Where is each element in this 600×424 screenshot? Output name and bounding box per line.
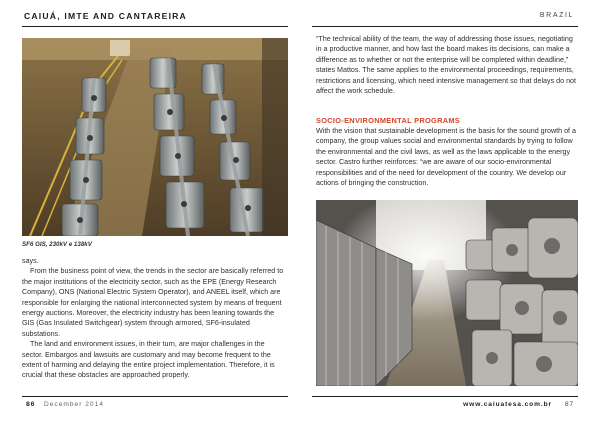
left-page-footer — [22, 396, 288, 408]
switchgear-hall-illustration — [316, 200, 578, 386]
paragraph: From the business point of view, the trends in the sector are basically referred to the major institutions of the electricity sector, such as the EPE (Energy Research Company), ONS (National Electric System Operator), and ANEEL itself, which are responsible for enlarging the national interconnected system by means of frequent energy auctions. Moreover, the electricity industry has been leaning towards the GIS (Gas Insulated Switchgear) system through armored, SF6-insulated substations. — [22, 267, 284, 338]
paragraph: The land and environment issues, in their turn, are major challenges in the sector. Embargos and lawsuits are customary and may become frequent to the extent of harming and delaying the entire project implementation. Therefore, it is crucial that these obstacles are approached properly. — [22, 340, 275, 380]
gis-substation-photo — [22, 38, 288, 236]
quote-paragraph: “The technical ability of the team, the way of addressing those issues, negotiating in a productive manner, and how fast the board makes its decisions, can make a difference as to whether or not the enterprise will be completed within deadline,” states Mattos. The same applies to the environmental proceedings, requirements, restrictions and licensing, which need intensive management so that delays do not affect the work schedule. — [316, 35, 576, 96]
right-page-header — [312, 8, 578, 27]
paragraph: says. — [22, 257, 39, 265]
left-body-text — [22, 256, 286, 381]
switchgear-hall-photo — [316, 200, 578, 386]
right-body-text — [316, 34, 578, 96]
page-number: 87 — [564, 401, 574, 408]
paragraph: With the vision that sustainable development is the basis for the sound growth of a company, the group values social and environmental standards by trying to follow the environmental and the civil laws, as well as the laws applicable to the energy sector. Castro further reinforces: “we are aware of our socio-environmental responsibilities and of the need for development of the country. We develop our actions of bringing the construction. — [316, 127, 576, 188]
section-body-text — [316, 126, 578, 188]
gis-substation-illustration — [22, 38, 288, 236]
running-title: CAIUÁ, IMTE AND CANTAREIRA — [24, 11, 187, 21]
section-heading: SOCIO-ENVIRONMENTAL PROGRAMS — [316, 116, 461, 125]
page-number: 86 — [26, 401, 36, 408]
country-label: BRAZIL — [539, 12, 574, 19]
right-page-footer — [312, 396, 578, 408]
left-page-header — [22, 8, 288, 27]
photo-caption: SF6 GIS, 230kV e 138kV — [22, 241, 92, 248]
website-link[interactable]: www.caiuatesa.com.br — [463, 401, 552, 408]
issue-date: December 2014 — [44, 401, 104, 408]
